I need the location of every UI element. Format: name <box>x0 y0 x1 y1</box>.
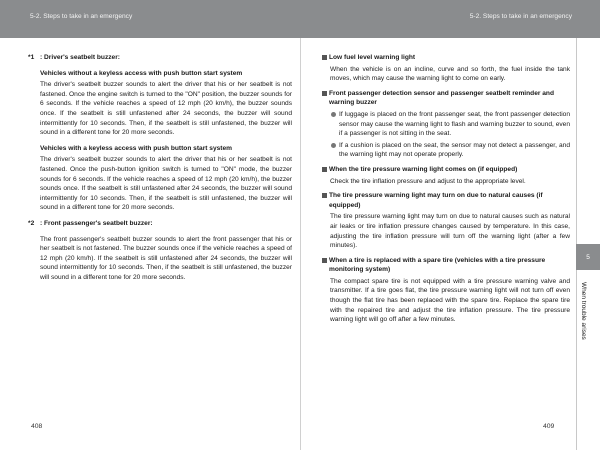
section-natural-causes-title: The tire pressure warning light may turn on due to natural causes (if equipped) <box>329 192 543 209</box>
footnote-1-title: : Driver's seatbelt buzzer: <box>40 54 120 61</box>
subheading-with-keyless: Vehicles with a keyless access with push button start system <box>40 144 233 152</box>
page-number-right: 409 <box>543 423 555 430</box>
section-spare-tire-title: When a tire is replaced with a spare tire (vehicles with a tire pressure monitoring system) <box>329 256 546 274</box>
header-title-right: 5-2. Steps to take in an emergency <box>469 13 572 20</box>
page-number-left: 408 <box>31 423 43 430</box>
bullet-luggage-text: If luggage is placed on the front passenger seat, the front passenger detection sensor may cause the warning light to flash and warning buzzer to sound, even if a passenger is not sitting in the seat. <box>339 110 570 138</box>
page-gutter <box>300 38 301 450</box>
section-spare-tire-heading <box>322 256 570 275</box>
section-natural-causes-body: The tire pressure warning light may turn on due to natural causes such as natural air leaks or tire inflation pressure changes caused by temperature. In this case, adjusting the tire inflation pressure will turn off the warning light (after a few minutes). <box>330 213 570 250</box>
footnote-1-heading <box>30 53 292 63</box>
round-bullet-icon <box>331 112 336 117</box>
header-title-left: 5-2. Steps to take in an emergency <box>30 13 133 20</box>
footnote-1-mark: *1 <box>28 54 35 61</box>
section-low-fuel-body: When the vehicle is on an incline, curve and so forth, the fuel inside the tank moves, which may cause the warning light to come on early. <box>330 65 570 83</box>
subheading-without-keyless: Vehicles without a keyless access with push button start system <box>40 69 243 77</box>
footnote-2-mark: *2 <box>28 219 35 227</box>
section-low-fuel-title: Low fuel level warning light <box>329 54 416 61</box>
section-tire-light-on-heading <box>322 165 570 175</box>
paragraph-front-passenger-buzzer: The front passenger's seatbelt buzzer sounds to alert the front passenger that his or her seatbelt is not fastened. The buzzer sounds once if the vehicle reaches a speed of 12 mph (20 km/h). If the seatbelt is still unfastened after 24 seconds, the buzzer will sound intermittently for 10 seconds. Then, if the seatbelt is still unfastened, the buzzer will sound in a different tone for 20 more seconds. <box>40 235 292 281</box>
footnote-2-title: : Front passenger's seatbelt buzzer: <box>40 219 153 227</box>
chapter-number-badge: 5 <box>576 244 600 270</box>
bullet-luggage <box>330 110 570 139</box>
paragraph-with-keyless: The driver's seatbelt buzzer sounds to alert the driver that his or her seatbelt is not fastened. Once the push-button ignition switch is turned to "ON" mode, the buzzer sounds for 6 seconds. If the vehicle reaches a speed of 12 mph (20 km/h), the buzzer sounds once. If the seatbelt is still unfastened after 24 seconds, the buzzer will sound intermittently for 10 seconds. Then, if the seatbelt is still unfastened, the buzzer will sound in a different tone for 20 more seconds. <box>40 156 292 212</box>
footnote-2-heading <box>30 219 292 229</box>
section-spare-tire-body: The compact spare tire is not equipped with a tire pressure warning valve and transmitter. If a tire goes flat, the tire pressure warning light will not turn off even though the flat tire has been replaced with the spare tire. Replace the spare tire with the repaired tire and adjust the tire inflation pressure. The tire pressure warning light will go off after a few minutes. <box>330 277 570 324</box>
section-low-fuel-heading <box>322 53 570 63</box>
square-bullet-icon <box>322 258 327 263</box>
bullet-cushion-text: If a cushion is placed on the seat, the sensor may not detect a passenger, and the warning light may not operate properly. <box>339 141 570 159</box>
bullet-cushion <box>330 141 570 160</box>
square-bullet-icon <box>322 91 327 96</box>
left-page-content <box>30 53 292 288</box>
section-passenger-sensor-title: Front passenger detection sensor and passenger seatbelt reminder and warning buzzer <box>329 89 554 107</box>
section-natural-causes-heading <box>322 191 570 210</box>
square-bullet-icon <box>322 55 327 60</box>
chapter-label: When trouble arises <box>580 282 587 340</box>
section-tire-light-on-body: Check the tire inflation pressure and adjust to the appropriate level. <box>330 177 526 185</box>
section-tire-light-on-title: When the tire pressure warning light comes on (if equipped) <box>329 165 518 173</box>
square-bullet-icon <box>322 167 327 172</box>
right-page-content <box>322 53 570 330</box>
square-bullet-icon <box>322 193 327 198</box>
section-passenger-sensor-heading <box>322 89 570 108</box>
round-bullet-icon <box>331 143 336 148</box>
paragraph-without-keyless: The driver's seatbelt buzzer sounds to alert the driver that his or her seatbelt is not fastened. Once the engine switch is turned to the "ON" position, the buzzer sounds for 6 seconds. If the vehicle reaches a speed of 12 mph (20 km/h), the buzzer sounds once. If the seatbelt is still unfastened after 24 seconds, the buzzer will sound intermittently for 10 seconds. Then, if the seatbelt is still unfastened, the buzzer will sound in a different tone for 20 more seconds. <box>40 81 292 137</box>
